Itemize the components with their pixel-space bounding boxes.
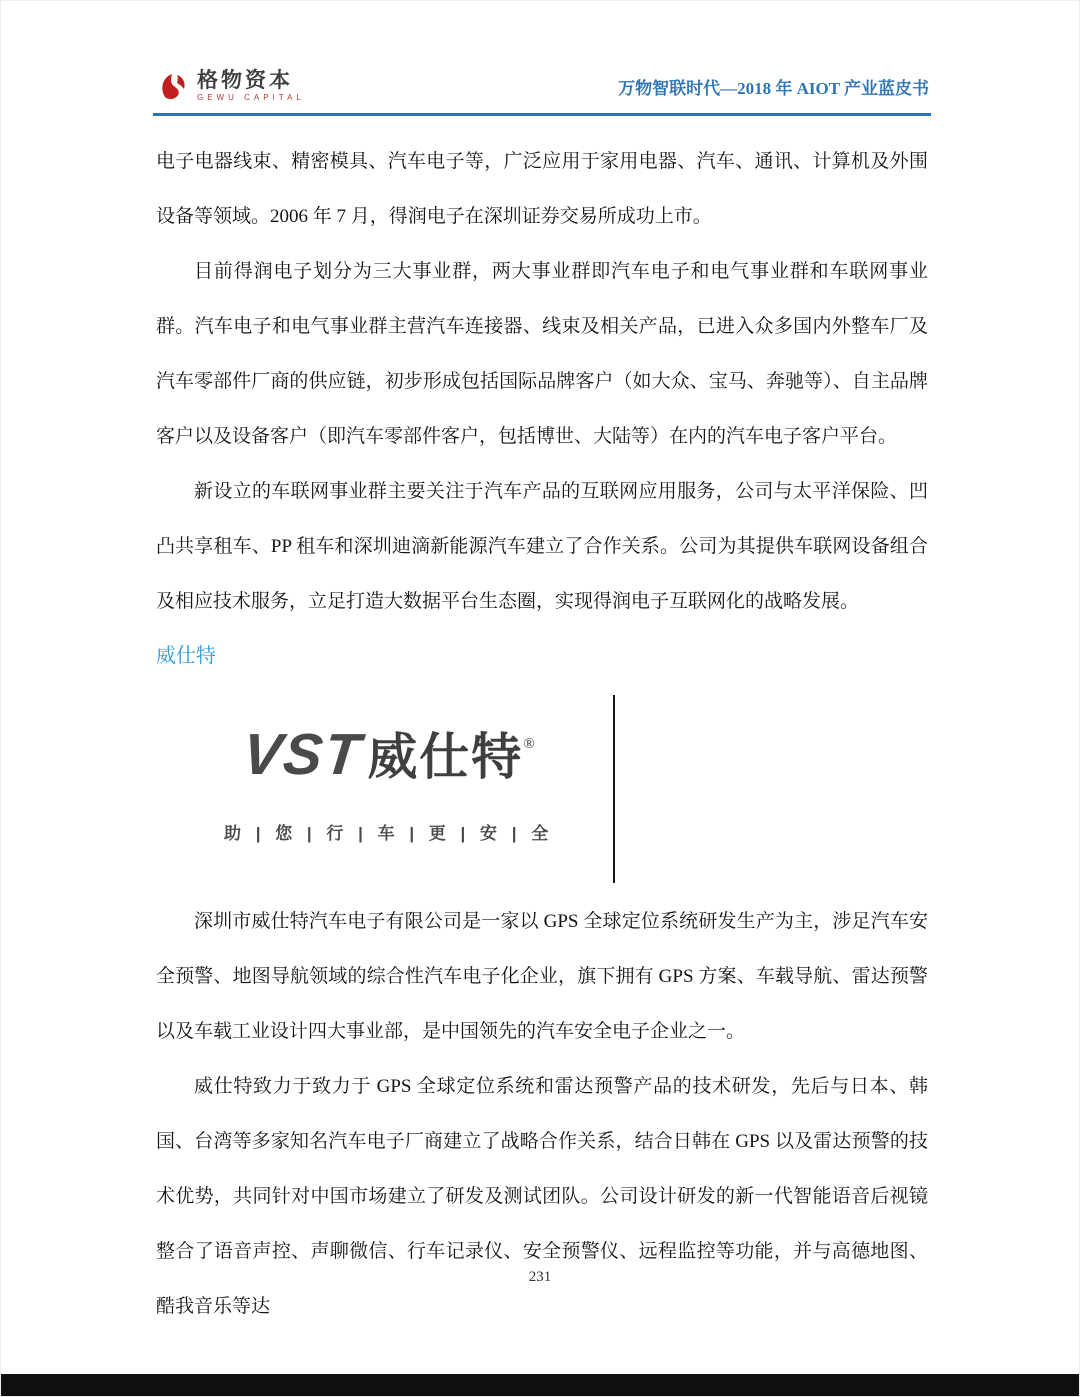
vst-logo-latin: VST [239, 722, 365, 787]
vst-logo-figure [156, 684, 928, 894]
paragraph-4: 深圳市威仕特汽车电子有限公司是一家以 GPS 全球定位系统研发生产为主，涉足汽车安全预警、地图导航领域的综合性汽车电子化企业，旗下拥有 GPS 方案、车载导航、雷达预警以及车载工业设计四大事业部，是中国领先的汽车安全电子企业之一。 [156, 911, 928, 1042]
brand-text [197, 70, 305, 102]
paragraph-3: 新设立的车联网事业群主要关注于汽车产品的互联网应用服务，公司与太平洋保险、凹凸共享租车、PP 租车和深圳迪滴新能源汽车建立了合作关系。公司为其提供车联网设备组合及相应技术服务，立足打造大数据平台生态圈，实现得润电子互联网化的战略发展。 [156, 481, 928, 612]
brand-name: 格物资本 [197, 68, 293, 92]
brand-logo [156, 69, 305, 103]
document-title: 万物智联时代—2018 年 AIOT 产业蓝皮书 [618, 78, 929, 98]
paragraph-2: 目前得润电子划分为三大事业群，两大事业群即汽车电子和电气事业群和车联网事业群。汽车电子和电气事业群主营汽车连接器、线束及相关产品，已进入众多国内外整车厂及汽车零部件厂商的供应链，初步形成包括国际品牌客户（如大众、宝马、奔驰等）、自主品牌客户以及设备客户（即汽车零部件客户，包括博世、大陆等）在内的汽车电子客户平台。 [156, 261, 928, 447]
brand-subtitle: GEWU CAPITAL [197, 92, 305, 102]
vertical-divider [613, 695, 615, 883]
header-divider [153, 113, 931, 116]
registered-trademark-icon: ® [523, 736, 535, 752]
page-body [156, 134, 928, 1334]
paragraph-1: 电子电器线束、精密模具、汽车电子等，广泛应用于家用电器、汽车、通讯、计算机及外围设备等领域。2006 年 7 月，得润电子在深圳证券交易所成功上市。 [156, 151, 928, 227]
section-heading: 威仕特 [156, 645, 216, 667]
gewu-capital-logo-icon [156, 69, 190, 103]
vst-tagline: 助 | 您 | 行 | 车 | 更 | 安 | 全 [224, 824, 554, 843]
page-header [156, 69, 929, 103]
vst-logo-cn: 威仕特 [367, 729, 524, 785]
page-number: 231 [528, 1269, 552, 1285]
paragraph-5: 威仕特致力于致力于 GPS 全球定位系统和雷达预警产品的技术研发，先后与日本、韩国、台湾等多家知名汽车电子厂商建立了战略合作关系，结合日韩在 GPS 以及雷达预警的技术优势，共同针对中国市场建立了研发及测试团队。公司设计研发的新一代智能语音后视镜整合了语音声控、声聊微信、行车记录仪、安全预警仪、远程监控等功能，并与高德地图、酷我音乐等达 [156, 1076, 928, 1317]
vst-logo-wordmark [224, 717, 553, 796]
footer-bar [1, 1374, 1079, 1396]
vst-logo [224, 717, 553, 861]
